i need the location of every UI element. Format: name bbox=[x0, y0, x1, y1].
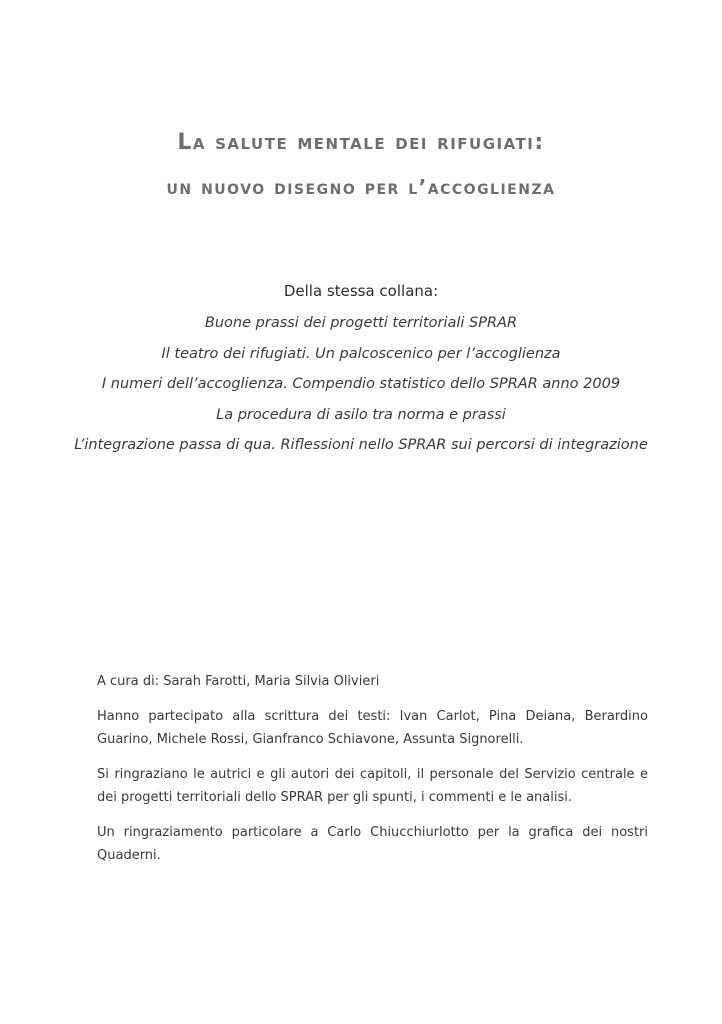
credits-section bbox=[97, 670, 648, 879]
series-heading: Della stessa collana: bbox=[283, 282, 439, 300]
thanks-paragraph: Si ringraziano le autrici e gli autori dei capitoli, il personale del Servizio centrale e dei progetti territoriali dello SPRAR per gli spunti, i commenti e le analisi. bbox=[97, 767, 648, 805]
editors-paragraph: A cura di: Sarah Farotti, Maria Silvia Olivieri bbox=[97, 674, 380, 689]
series-item: I numeri dell’accoglienza. Compendio statistico dello SPRAR anno 2009 bbox=[101, 376, 621, 392]
series-item: Buone prassi dei progetti territoriali SPRAR bbox=[204, 315, 518, 331]
title-line-2: un nuovo disegno per l’accoglienza bbox=[166, 175, 556, 199]
special-thanks-paragraph: Un ringraziamento particolare a Carlo Chiucchiurlotto per la grafica dei nostri Quaderni. bbox=[97, 825, 648, 863]
title-line-1: La salute mentale dei rifugiati: bbox=[177, 130, 545, 155]
contributors-paragraph: Hanno partecipato alla scrittura dei testi: Ivan Carlot, Pina Deiana, Berardino Guarino, Michele Rossi, Gianfranco Schiavone, Assunta Signorelli. bbox=[97, 709, 648, 747]
series-item: La procedura di asilo tra norma e prassi bbox=[216, 406, 506, 423]
book-title bbox=[0, 128, 722, 202]
series-section bbox=[0, 280, 722, 461]
series-item: L’integrazione passa di qua. Riflessioni nello SPRAR sui percorsi di integrazione bbox=[74, 437, 648, 453]
series-item: Il teatro dei rifugiati. Un palcoscenico per l’accoglienza bbox=[161, 345, 561, 362]
series-list bbox=[0, 308, 722, 461]
